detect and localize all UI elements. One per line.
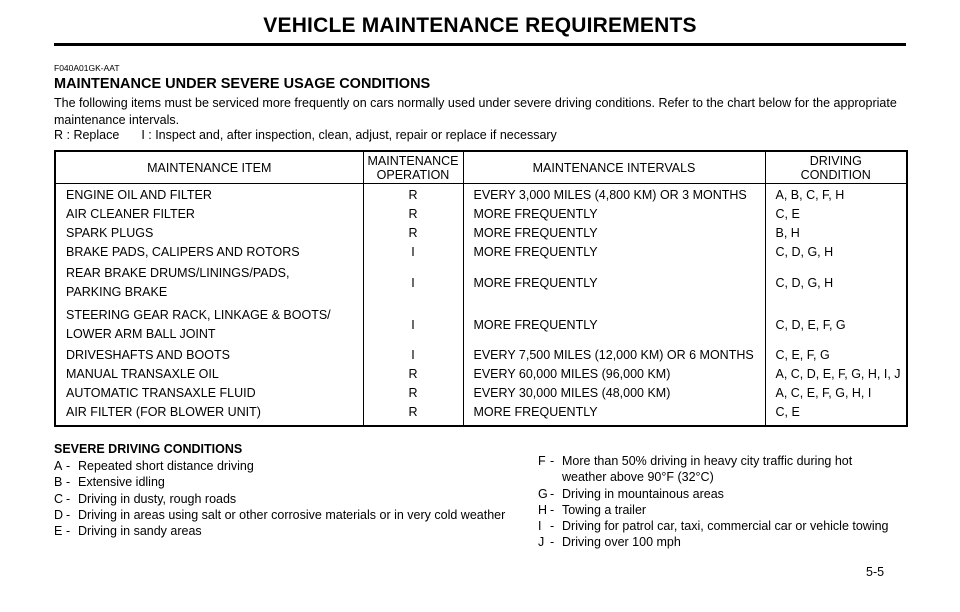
table-row [55, 304, 907, 346]
cell-operation: I [363, 243, 463, 262]
cell-item: AIR FILTER (FOR BLOWER UNIT) [55, 403, 363, 426]
legend-inspect: I : Inspect and, after inspection, clean, adjust, repair or replace if necessary [141, 128, 557, 142]
table-row [55, 346, 907, 365]
header-maintenance-item: MAINTENANCE ITEM [55, 151, 363, 184]
cell-operation: I [363, 304, 463, 346]
severe-conditions-heading: SEVERE DRIVING CONDITIONS [54, 442, 243, 456]
cell-item: MANUAL TRANSAXLE OIL [55, 365, 363, 384]
cell-item: REAR BRAKE DRUMS/LININGS/PADS, PARKING BRAKE [55, 262, 363, 304]
header-maintenance-intervals: MAINTENANCE INTERVALS [463, 151, 765, 184]
cell-interval: MORE FREQUENTLY [463, 205, 765, 224]
cell-operation: I [363, 346, 463, 365]
condition-item: E - Driving in sandy areas [54, 524, 202, 539]
cell-condition: A, C, D, E, F, G, H, I, J [775, 367, 901, 381]
cell-item: BRAKE PADS, CALIPERS AND ROTORS [55, 243, 363, 262]
legend-replace: R : Replace [54, 128, 120, 142]
title-rule [54, 43, 906, 46]
maintenance-table [54, 150, 908, 427]
header-driving-condition: DRIVING CONDITION [765, 151, 907, 184]
table-row [55, 205, 907, 224]
table-row [55, 403, 907, 426]
condition-item: I - Driving for patrol car, taxi, commercial car or vehicle towing [538, 519, 889, 534]
cell-interval: MORE FREQUENTLY [463, 262, 765, 304]
cell-interval: EVERY 30,000 MILES (48,000 KM) [463, 384, 765, 403]
cell-operation: R [363, 365, 463, 384]
cell-operation: R [363, 403, 463, 426]
section-heading: MAINTENANCE UNDER SEVERE USAGE CONDITIONS [54, 76, 431, 92]
condition-item: B - Extensive idling [54, 475, 165, 490]
intro-paragraph: The following items must be serviced more frequently on cars normally used under severe driving conditions. Refer to the chart below for the appropriate maintenance intervals. [54, 96, 897, 127]
document-code: F040A01GK-AAT [54, 63, 120, 73]
cell-interval: MORE FREQUENTLY [463, 304, 765, 346]
condition-item: F - More than 50% driving in heavy city traffic during hot weather above 90°F (32°C) [538, 454, 853, 485]
legend [54, 128, 557, 142]
cell-condition: C, D, G, H [775, 245, 834, 259]
cell-item: STEERING GEAR RACK, LINKAGE & BOOTS/ LOWER ARM BALL JOINT [55, 304, 363, 346]
table-row [55, 184, 907, 206]
conditions-right-list [538, 453, 898, 551]
cell-operation: R [363, 184, 463, 206]
header-maintenance-operation: MAINTENANCE OPERATION [363, 151, 463, 184]
cell-condition: A, B, C, F, H [775, 188, 845, 202]
cell-interval: EVERY 7,500 MILES (12,000 KM) OR 6 MONTHS [463, 346, 765, 365]
cell-item: AIR CLEANER FILTER [55, 205, 363, 224]
cell-interval: MORE FREQUENTLY [463, 224, 765, 243]
table-row [55, 262, 907, 304]
condition-item: G - Driving in mountainous areas [538, 486, 724, 501]
cell-operation: R [363, 384, 463, 403]
cell-interval: MORE FREQUENTLY [463, 403, 765, 426]
condition-item: C - Driving in dusty, rough roads [54, 491, 237, 506]
condition-item: D - Driving in areas using salt or other corrosive materials or in very cold weather [54, 507, 506, 522]
cell-condition: B, H [775, 226, 800, 240]
cell-condition: A, C, E, F, G, H, I [775, 386, 872, 400]
table-row [55, 224, 907, 243]
cell-operation: R [363, 205, 463, 224]
table-row [55, 384, 907, 403]
cell-condition: C, E [775, 405, 800, 419]
cell-item: ENGINE OIL AND FILTER [55, 184, 363, 206]
cell-operation: R [363, 224, 463, 243]
page-title: VEHICLE MAINTENANCE REQUIREMENTS [263, 14, 697, 37]
cell-item: SPARK PLUGS [55, 224, 363, 243]
table-row [55, 243, 907, 262]
cell-interval: MORE FREQUENTLY [463, 243, 765, 262]
cell-condition: C, E [775, 207, 800, 221]
condition-item: H - Towing a trailer [538, 502, 647, 517]
cell-condition: C, D, G, H [775, 275, 834, 290]
cell-condition: C, D, E, F, G [775, 317, 846, 332]
cell-condition: C, E, F, G [775, 348, 830, 362]
conditions-left-list [54, 458, 505, 539]
condition-item: A - Repeated short distance driving [54, 459, 254, 473]
cell-interval: EVERY 60,000 MILES (96,000 KM) [463, 365, 765, 384]
condition-item: J - Driving over 100 mph [538, 535, 681, 550]
table-row [55, 365, 907, 384]
cell-item: DRIVESHAFTS AND BOOTS [55, 346, 363, 365]
table-header-row [55, 151, 907, 184]
cell-operation: I [363, 262, 463, 304]
cell-item: AUTOMATIC TRANSAXLE FLUID [55, 384, 363, 403]
cell-interval: EVERY 3,000 MILES (4,800 KM) OR 3 MONTHS [463, 184, 765, 206]
page-number: 5-5 [866, 565, 885, 579]
